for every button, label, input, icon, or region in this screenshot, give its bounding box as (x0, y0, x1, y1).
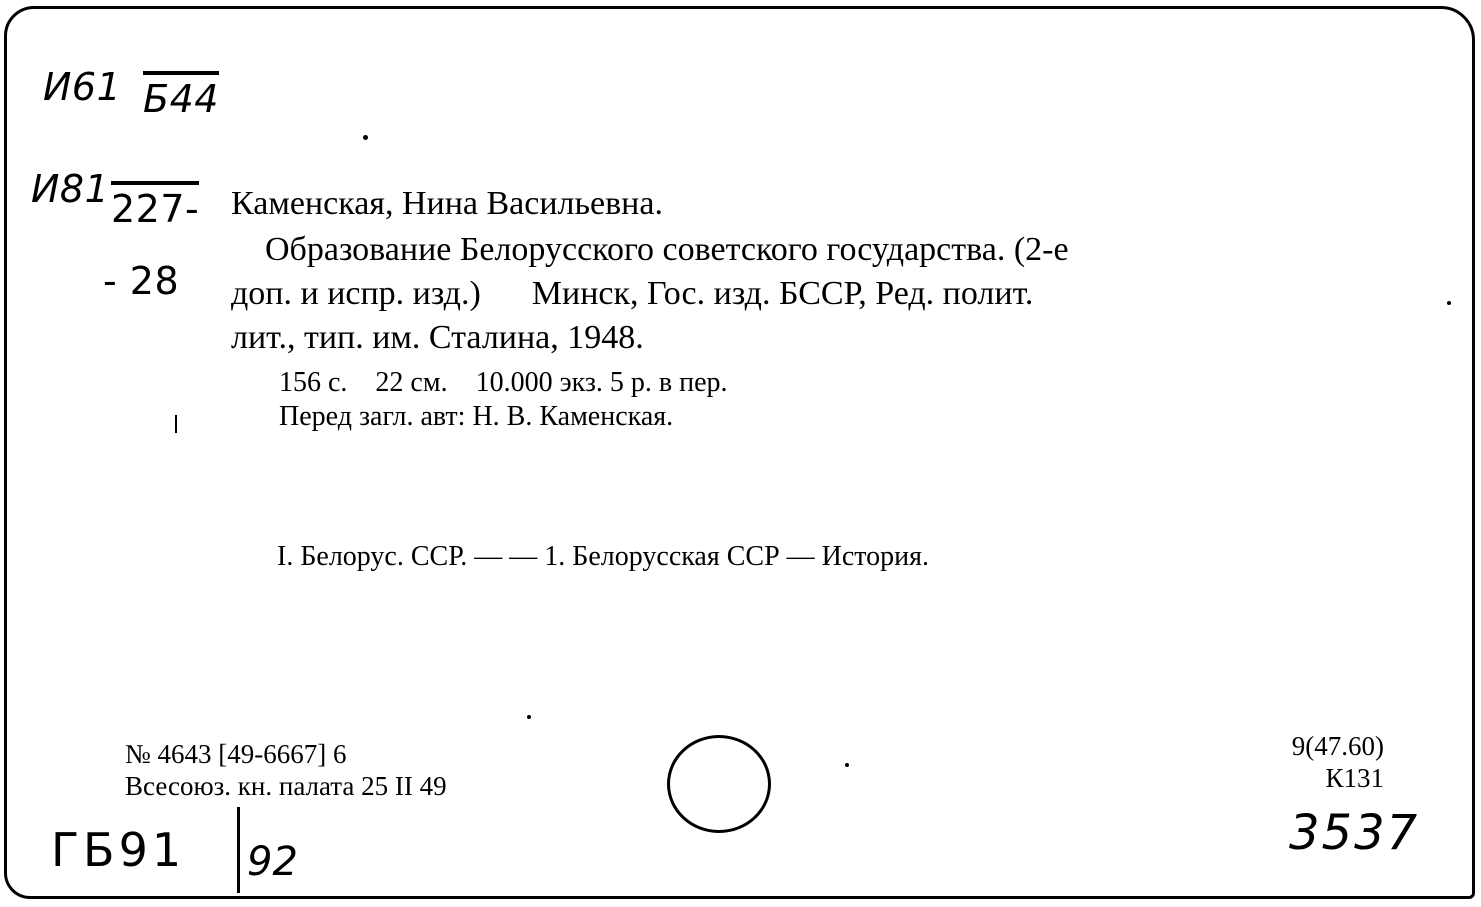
physical-description: 156 с. 22 см. 10.000 экз. 5 р. в пер. (279, 367, 728, 398)
author-mark: К131 (1325, 763, 1384, 793)
author-heading: Каменская, Нина Васильевна. (231, 185, 663, 222)
title-line-1: Образование Белорусского советского государства. (2-е (265, 231, 1069, 268)
shelfmark-left-b: 227- (111, 181, 199, 231)
author-note: Перед загл. авт: Н. В. Каменская. (279, 401, 674, 432)
card-number: № 4643 [49-6667] 6 (125, 739, 347, 769)
shelfmark-bottom-right: 3537 (1289, 805, 1420, 861)
shelfmark-left-a: И81 (31, 167, 110, 211)
classification-number: 9(47.60) (1291, 731, 1384, 761)
speck-mark (1447, 301, 1451, 305)
speck-mark (363, 135, 368, 140)
shelfmark-divider (237, 807, 240, 893)
shelfmark-bottom-left-a: ГБ91 (51, 823, 186, 877)
punch-hole (667, 735, 771, 833)
title-line-3: лит., тип. им. Сталина, 1948. (231, 319, 644, 356)
shelfmark-top-left-b: Б44 (143, 71, 219, 121)
title-line-2: доп. и испр. изд.) Минск, Гос. изд. БССР, Ред. полит. (231, 275, 1034, 312)
book-chamber-line: Всесоюз. кн. палата 25 II 49 (125, 771, 447, 801)
speck-mark (527, 715, 531, 719)
speck-mark (175, 415, 177, 433)
speck-mark (845, 763, 849, 767)
shelfmark-top-left-a: И61 (43, 65, 122, 109)
catalog-card (4, 6, 1475, 899)
subject-tracings: I. Белорус. ССР. — — 1. Белорусская ССР — История. (277, 541, 930, 572)
shelfmark-bottom-left-b: 92 (247, 839, 298, 885)
shelfmark-left-c: - 28 (103, 259, 180, 303)
